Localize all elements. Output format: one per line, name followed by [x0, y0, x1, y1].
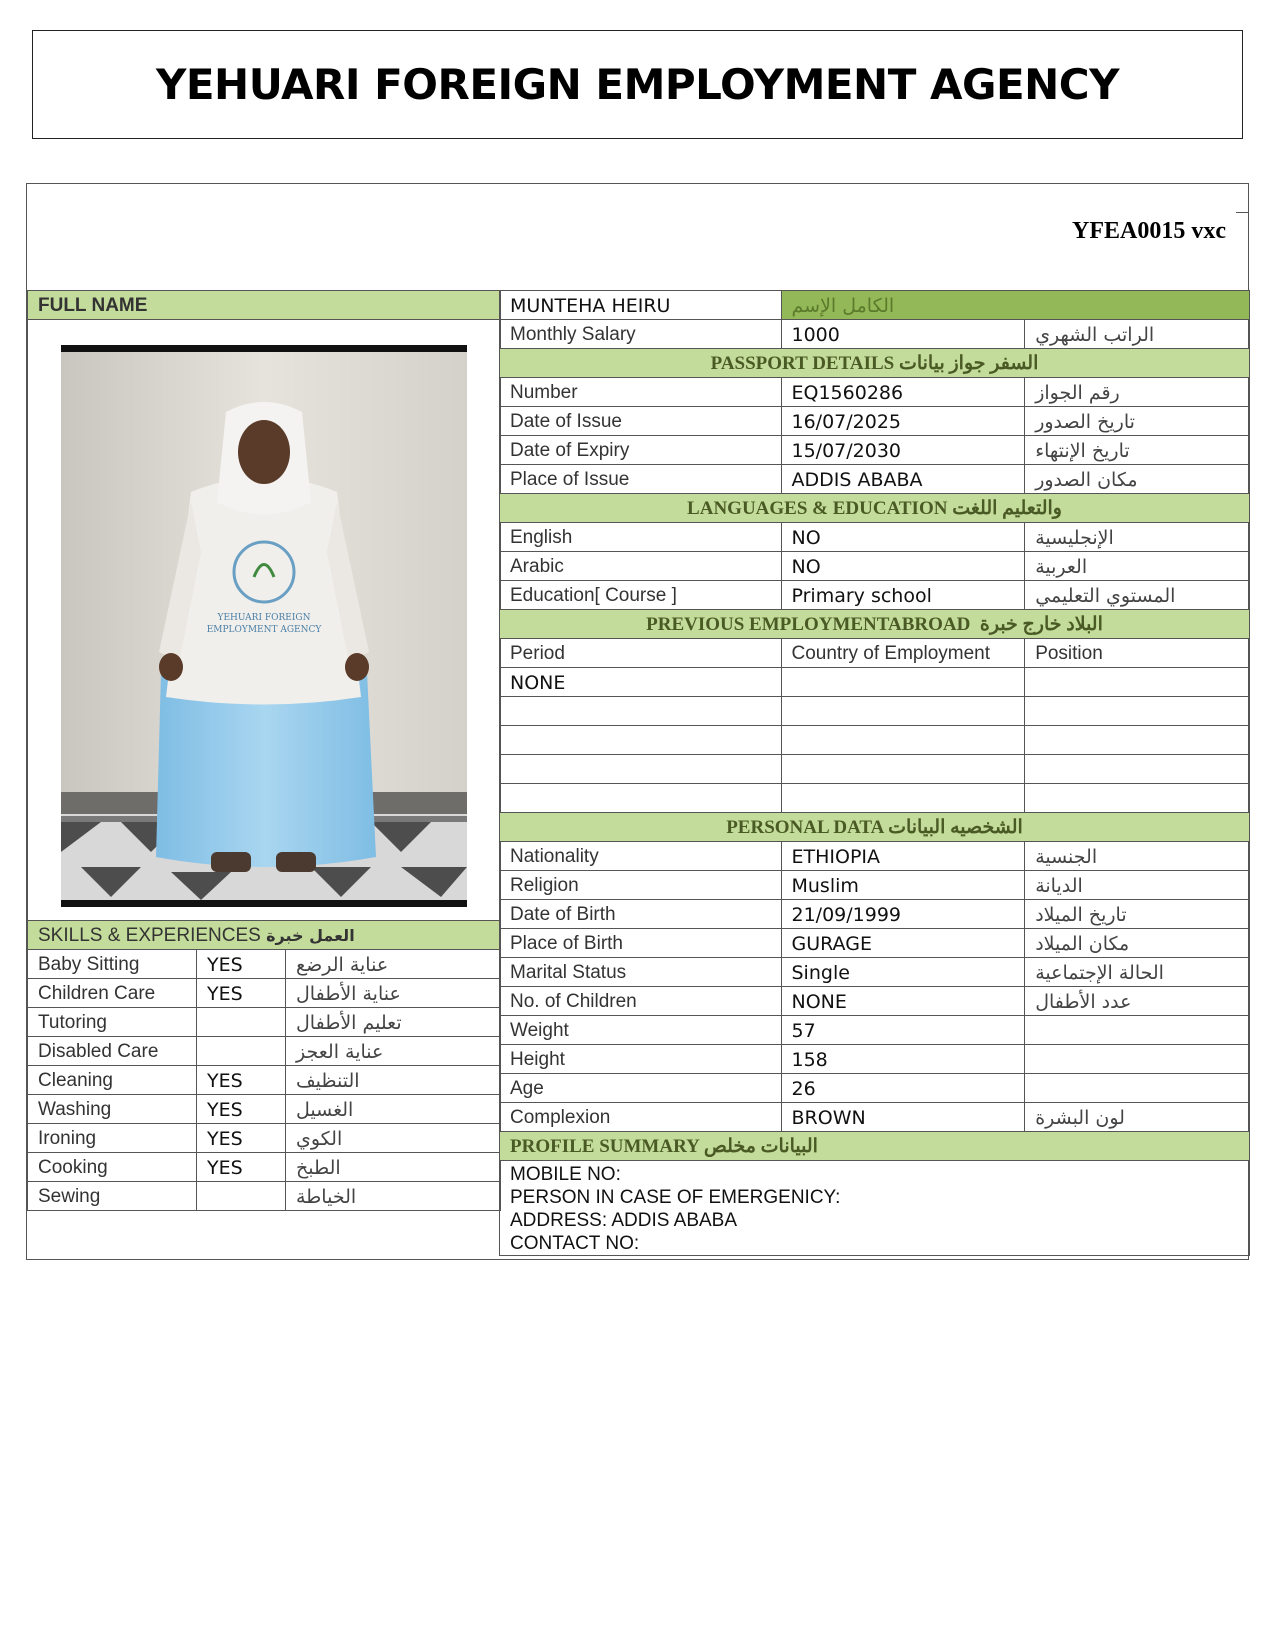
passport-value: ADDIS ABABA	[781, 465, 1025, 494]
languages-heading: LANGUAGES & EDUCATION والتعليم اللغت	[500, 494, 1250, 523]
skill-row	[28, 1124, 501, 1153]
skill-value: YES	[197, 1095, 286, 1124]
skill-label: Cleaning	[28, 1066, 197, 1095]
language-arabic: المستوي التعليمي	[1025, 581, 1250, 610]
skill-row	[28, 1182, 501, 1211]
personal-row	[500, 871, 1250, 900]
previous-employment-cell	[500, 726, 782, 755]
full-name-label: FULL NAME	[28, 291, 501, 320]
personal-label: Place of Birth	[500, 929, 782, 958]
profile-summary-line: ADDRESS: ADDIS ABABA	[510, 1210, 738, 1231]
passport-row	[500, 407, 1250, 436]
profile-summary-text	[500, 1161, 1250, 1256]
skill-arabic: عناية الرضع	[286, 950, 501, 979]
previous-employment-cell	[781, 697, 1025, 726]
full-name-value: MUNTEHA HEIRU	[500, 291, 782, 320]
personal-arabic: الحالة الإجتماعية	[1025, 958, 1250, 987]
personal-row	[500, 842, 1250, 871]
personal-data	[500, 842, 1250, 1132]
skill-label: Children Care	[28, 979, 197, 1008]
personal-value: ETHIOPIA	[781, 842, 1025, 871]
personal-value: 21/09/1999	[781, 900, 1025, 929]
skill-value: YES	[197, 1066, 286, 1095]
previous-employment-cell	[1025, 784, 1250, 813]
language-label: Education[ Course ]	[500, 581, 782, 610]
passport-value: EQ1560286	[781, 378, 1025, 407]
skill-label: Sewing	[28, 1182, 197, 1211]
personal-label: Religion	[500, 871, 782, 900]
passport-heading: PASSPORT DETAILS السفر جواز بيانات	[500, 349, 1250, 378]
passport-label: Date of Issue	[500, 407, 782, 436]
personal-label: Date of Birth	[500, 900, 782, 929]
skill-row	[28, 1095, 501, 1124]
previous-employment-row	[500, 755, 1250, 784]
personal-row	[500, 987, 1250, 1016]
profile-summary-line: CONTACT NO:	[510, 1233, 640, 1254]
skill-row	[28, 1037, 501, 1066]
previous-employment-heading: PREVIOUS EMPLOYMENTABROAD البلاد خارج خبرة	[500, 610, 1250, 639]
corner-tick	[1236, 212, 1248, 213]
shirt-print-line2: EMPLOYMENT AGENCY	[206, 625, 322, 635]
previous-employment-row	[500, 726, 1250, 755]
language-value: NO	[781, 523, 1025, 552]
language-label: Arabic	[500, 552, 782, 581]
previous-employment-columns	[500, 639, 1250, 668]
languages-education	[500, 523, 1250, 610]
previous-employment-row	[500, 784, 1250, 813]
personal-value: 158	[781, 1045, 1025, 1074]
language-value: Primary school	[781, 581, 1025, 610]
skill-arabic: عناية العجز	[286, 1037, 501, 1066]
skill-arabic: التنظيف	[286, 1066, 501, 1095]
personal-arabic: الديانة	[1025, 871, 1250, 900]
right-column-table	[499, 290, 1250, 1256]
previous-employment-rows	[500, 668, 1250, 813]
passport-value: 15/07/2030	[781, 436, 1025, 465]
skill-value: YES	[197, 979, 286, 1008]
language-row	[500, 581, 1250, 610]
passport-arabic: رقم الجواز	[1025, 378, 1250, 407]
skill-arabic: الغسيل	[286, 1095, 501, 1124]
personal-row	[500, 1074, 1250, 1103]
skill-arabic: الخياطة	[286, 1182, 501, 1211]
passport-row	[500, 436, 1250, 465]
personal-row	[500, 1045, 1250, 1074]
personal-label: Weight	[500, 1016, 782, 1045]
salary-value: 1000	[781, 320, 1025, 349]
previous-employment-cell	[781, 784, 1025, 813]
passport-label: Place of Issue	[500, 465, 782, 494]
skill-arabic: تعليم الأطفال	[286, 1008, 501, 1037]
previous-employment-row	[500, 668, 1250, 697]
column-period: Period	[500, 639, 782, 668]
skill-value: YES	[197, 1124, 286, 1153]
personal-value: Muslim	[781, 871, 1025, 900]
previous-employment-cell: NONE	[500, 668, 782, 697]
passport-arabic: تاريخ الإنتهاء	[1025, 436, 1250, 465]
language-row	[500, 523, 1250, 552]
personal-row	[500, 1103, 1250, 1132]
agency-name: YEHUARI FOREIGN EMPLOYMENT AGENCY	[155, 60, 1120, 109]
full-name-arabic-label: الكامل الإسم	[781, 291, 1250, 320]
passport-arabic: مكان الصدور	[1025, 465, 1250, 494]
previous-employment-cell	[781, 668, 1025, 697]
skill-label: Washing	[28, 1095, 197, 1124]
personal-arabic: الجنسية	[1025, 842, 1250, 871]
profile-summary	[500, 1161, 1250, 1256]
previous-employment-cell	[500, 755, 782, 784]
skill-row	[28, 1008, 501, 1037]
language-row	[500, 552, 1250, 581]
skill-label: Disabled Care	[28, 1037, 197, 1066]
reference-code: YFEA0015 vxc	[1072, 218, 1226, 244]
skill-row	[28, 950, 501, 979]
skill-arabic: الطبخ	[286, 1153, 501, 1182]
personal-row	[500, 958, 1250, 987]
personal-label: No. of Children	[500, 987, 782, 1016]
profile-summary-line: MOBILE NO:	[510, 1164, 621, 1185]
skill-value	[197, 1008, 286, 1037]
personal-row	[500, 900, 1250, 929]
candidate-photo	[61, 345, 467, 907]
skill-arabic: الكوي	[286, 1124, 501, 1153]
previous-employment-cell	[500, 697, 782, 726]
candidate-photo-image	[61, 352, 467, 900]
column-country: Country of Employment	[781, 639, 1025, 668]
personal-row	[500, 1016, 1250, 1045]
personal-label: Age	[500, 1074, 782, 1103]
skill-row	[28, 979, 501, 1008]
personal-label: Height	[500, 1045, 782, 1074]
skill-arabic: عناية الأطفال	[286, 979, 501, 1008]
salary-arabic: الراتب الشهري	[1025, 320, 1250, 349]
personal-value: 57	[781, 1016, 1025, 1045]
skill-label: Tutoring	[28, 1008, 197, 1037]
passport-label: Number	[500, 378, 782, 407]
salary-label: Monthly Salary	[500, 320, 782, 349]
skill-label: Ironing	[28, 1124, 197, 1153]
shirt-print-line1: YEHUARI FOREIGN	[217, 613, 311, 623]
personal-arabic: تاريخ الميلاد	[1025, 900, 1250, 929]
previous-employment-cell	[1025, 668, 1250, 697]
skills-list	[28, 950, 501, 1211]
skill-value: YES	[197, 950, 286, 979]
skill-label: Baby Sitting	[28, 950, 197, 979]
salary-row	[500, 320, 1250, 349]
personal-arabic	[1025, 1016, 1250, 1045]
full-name-row	[500, 291, 1250, 320]
personal-arabic: عدد الأطفال	[1025, 987, 1250, 1016]
personal-value: NONE	[781, 987, 1025, 1016]
personal-arabic	[1025, 1074, 1250, 1103]
column-position: Position	[1025, 639, 1250, 668]
passport-row	[500, 465, 1250, 494]
profile-summary-heading: PROFILE SUMMARY البيانات مخلص	[500, 1132, 1250, 1161]
skill-value	[197, 1182, 286, 1211]
skill-value: YES	[197, 1153, 286, 1182]
personal-label: Nationality	[500, 842, 782, 871]
language-arabic: العربية	[1025, 552, 1250, 581]
personal-value: Single	[781, 958, 1025, 987]
passport-label: Date of Expiry	[500, 436, 782, 465]
previous-employment-row	[500, 697, 1250, 726]
passport-value: 16/07/2025	[781, 407, 1025, 436]
personal-row	[500, 929, 1250, 958]
personal-value: BROWN	[781, 1103, 1025, 1132]
personal-label: Marital Status	[500, 958, 782, 987]
skill-value	[197, 1037, 286, 1066]
previous-employment-cell	[500, 784, 782, 813]
passport-details	[500, 378, 1250, 494]
previous-employment-cell	[781, 726, 1025, 755]
profile-summary-line: PERSON IN CASE OF EMERGENICY:	[510, 1187, 841, 1208]
language-value: NO	[781, 552, 1025, 581]
agency-header	[32, 30, 1243, 139]
personal-arabic	[1025, 1045, 1250, 1074]
skills-heading: SKILLS & EXPERIENCES العمل خبرة	[28, 921, 501, 950]
previous-employment-cell	[1025, 755, 1250, 784]
personal-arabic: لون البشرة	[1025, 1103, 1250, 1132]
previous-employment-cell	[1025, 697, 1250, 726]
previous-employment-cell	[781, 755, 1025, 784]
skill-label: Cooking	[28, 1153, 197, 1182]
language-label: English	[500, 523, 782, 552]
personal-data-heading: PERSONAL DATA الشخصيه البيانات	[500, 813, 1250, 842]
previous-employment-cell	[1025, 726, 1250, 755]
personal-value: 26	[781, 1074, 1025, 1103]
personal-arabic: مكان الميلاد	[1025, 929, 1250, 958]
passport-arabic: تاريخ الصدور	[1025, 407, 1250, 436]
photo-cell	[28, 320, 501, 921]
personal-label: Complexion	[500, 1103, 782, 1132]
personal-value: GURAGE	[781, 929, 1025, 958]
left-column-table	[27, 290, 501, 1211]
cv-sheet	[26, 183, 1249, 1260]
passport-row	[500, 378, 1250, 407]
language-arabic: الإنجليسية	[1025, 523, 1250, 552]
skill-row	[28, 1066, 501, 1095]
skill-row	[28, 1153, 501, 1182]
